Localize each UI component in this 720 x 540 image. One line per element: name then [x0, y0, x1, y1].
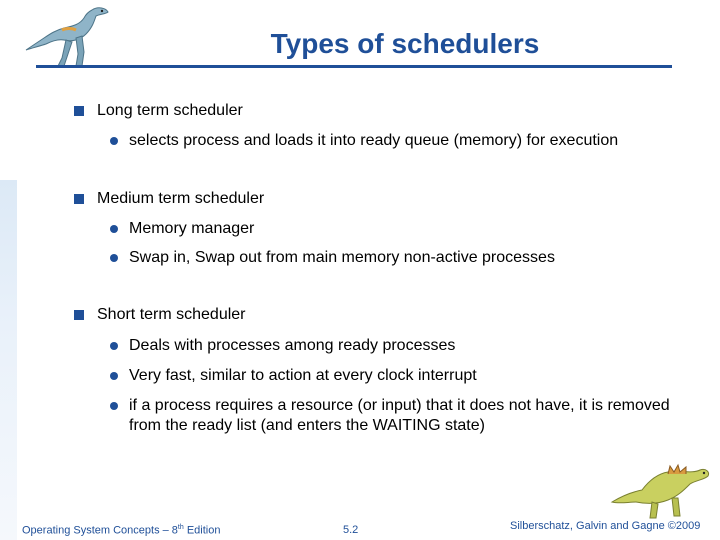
round-bullet-icon — [110, 137, 118, 145]
subbullet — [110, 219, 690, 239]
footer-authors: Silberschatz, Galvin and Gagne ©2009 — [510, 520, 701, 532]
subbullet-text: Swap in, Swap out from main memory non-active processes — [129, 249, 555, 266]
bullet-short-term — [74, 306, 246, 324]
footer-book-prefix: Operating System Concepts – 8 — [22, 524, 178, 537]
dinosaur-logo-icon — [22, 4, 112, 70]
square-bullet-icon — [74, 194, 84, 204]
subbullet-text: if a process requires a resource (or input) that it does not have, it is removed from the ready list (and enters the WAITING state) — [129, 397, 670, 434]
subbullet — [110, 131, 690, 151]
square-bullet-icon — [74, 310, 84, 320]
subbullet — [110, 248, 690, 268]
subbullet-text: Very fast, similar to action at every clock interrupt — [129, 367, 477, 384]
subbullet — [110, 336, 690, 356]
subbullet — [110, 366, 690, 386]
slide-title: Types of schedulers — [270, 28, 540, 59]
round-bullet-icon — [110, 342, 118, 350]
round-bullet-icon — [110, 225, 118, 233]
subbullet-text: selects process and loads it into ready queue (memory) for execution — [129, 132, 619, 149]
footer-book-sup: th — [177, 524, 184, 531]
subbullet-text: Memory manager — [129, 220, 255, 237]
bullet-long-term — [74, 102, 243, 120]
title-underline — [36, 65, 672, 68]
bullet-text: Medium term scheduler — [97, 190, 265, 207]
round-bullet-icon — [110, 372, 118, 380]
bullet-text: Long term scheduler — [97, 102, 243, 119]
subbullet — [110, 396, 690, 436]
left-side-bar — [0, 180, 17, 540]
square-bullet-icon — [74, 106, 84, 116]
footer-page-number: 5.2 — [343, 524, 359, 536]
bullet-text: Short term scheduler — [97, 306, 246, 323]
subbullet-text: Deals with processes among ready processes — [129, 337, 456, 354]
round-bullet-icon — [110, 254, 118, 262]
round-bullet-icon — [110, 402, 118, 410]
footer-book-suffix: Edition — [183, 524, 221, 537]
bullet-medium-term — [74, 190, 264, 208]
dinosaur-footer-icon — [608, 462, 714, 522]
footer-book-title — [22, 524, 220, 537]
